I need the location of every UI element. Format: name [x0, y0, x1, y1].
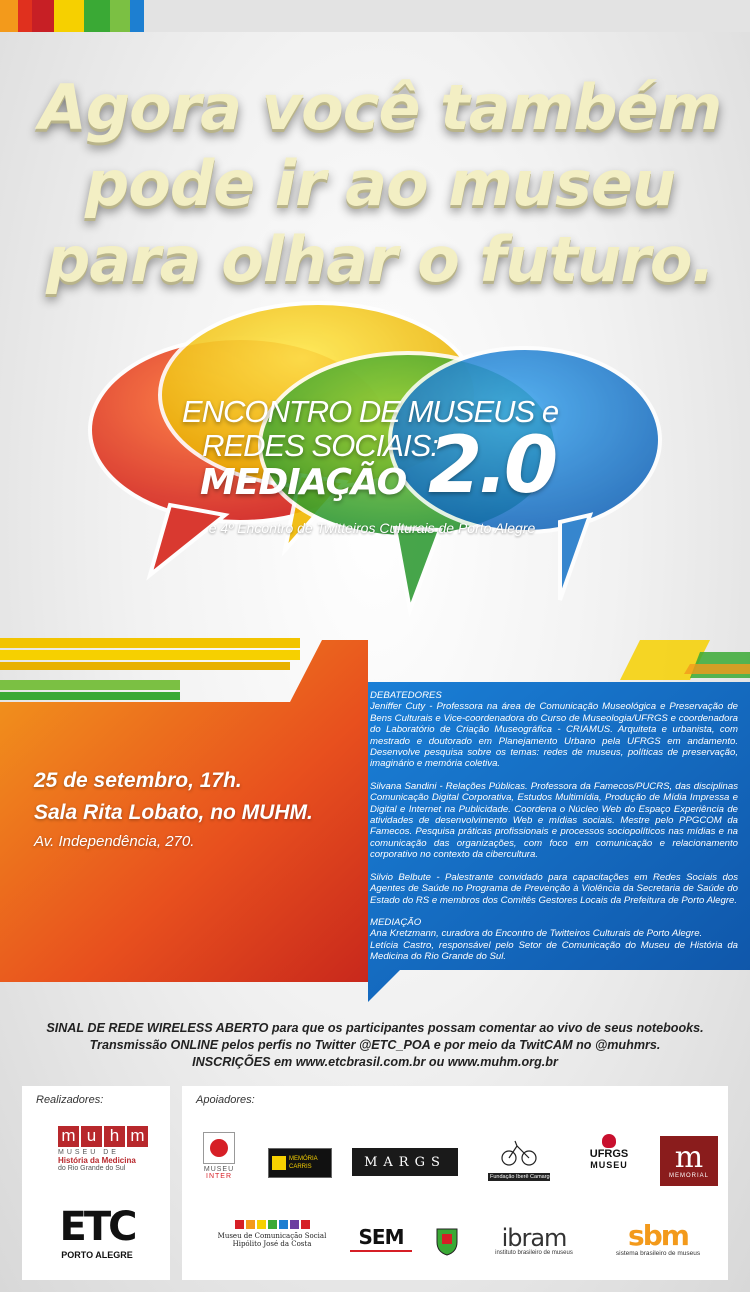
- event-info: [34, 766, 364, 854]
- event-title-number: 2.0: [428, 421, 555, 511]
- event-subtitle: e 4º Encontro de Twitteiros Culturais de Porto Alegre: [208, 520, 536, 536]
- ibram-sub: instituto brasileiro de museus: [495, 1250, 573, 1256]
- museu-inter-text-2: INTER: [206, 1173, 232, 1180]
- debater-3-bio: Silvio Belbute - Palestrante convidado para capacitações em Redes Sociais dos Agentes de Saúde no Programa de Prevenção à Violência da Secretaria de Saúde do Estado do RS e membros dos Comitês Gestores Locais da Prefeitura de Porto Alegre.: [370, 871, 738, 906]
- memorial-text: MEMORIAL: [668, 1173, 709, 1179]
- apoiadores-label: Apoiadores:: [196, 1094, 255, 1106]
- fundacao-ibere-logo: [488, 1138, 553, 1181]
- headline: [30, 70, 730, 298]
- museu-inter-text-1: MUSEU: [203, 1166, 235, 1173]
- memoria-carris-logo: [268, 1148, 332, 1178]
- sem-text: SEM: [358, 1225, 404, 1249]
- headline-line-2: pode ir ao museu: [84, 147, 676, 220]
- etc-sub: PORTO ALEGRE: [61, 1250, 133, 1260]
- rs-government-logo: [430, 1224, 464, 1258]
- mediacao-label: MEDIAÇÃO: [370, 916, 422, 928]
- hipolito-text-2: Hipólito José da Costa: [232, 1240, 312, 1248]
- coat-of-arms-icon: [434, 1226, 460, 1256]
- realizadores-box: [22, 1086, 170, 1280]
- note-registration: INSCRIÇÕES em www.etcbrasil.com.br ou www.muhm.org.br: [192, 1055, 558, 1069]
- muhm-sub-3: do Rio Grande do Sul: [58, 1165, 126, 1172]
- headline-line-3: para olhar o futuro.: [46, 223, 714, 296]
- top-color-strip: [0, 0, 750, 32]
- debate-panel: [370, 690, 738, 963]
- sbm-logo: [604, 1219, 712, 1257]
- muhm-logo: m u h m MUSEU DE História da Medicina do Rio Grande do Sul: [58, 1126, 148, 1172]
- ufrgs-text: UFRGS: [589, 1148, 629, 1160]
- debater-1-bio: Jeniffer Cuty - Professora na área de Comunicação Museológica e Preservação de Bens Culturais e Vice-coordenadora do Curso de Museologia/UFRGS e coordenadora do Laboratório de Criação Museográfica - CRIAMUS. Arquiteta e urbanista, com mestrado e doutorado em Planejamento Urbano pela UFRGS em andamento. Desenvolve pesquisa sobre os temas: redes de museus, políticas de preservação, imaginário e memória coletiva.: [370, 701, 738, 770]
- memorial-logo: m MEMORIAL: [660, 1136, 718, 1186]
- event-room: Sala Rita Lobato, no MUHM.: [34, 801, 313, 824]
- memoria-carris-text-1: MEMÓRIA: [289, 1156, 318, 1162]
- event-notes: [20, 1020, 730, 1071]
- ufrgs-flame-icon: [602, 1134, 616, 1148]
- museu-inter-logo: [200, 1132, 238, 1180]
- realizadores-label: Realizadores:: [36, 1094, 104, 1106]
- hipolito-text-1: Museu de Comunicação Social: [217, 1232, 327, 1240]
- margs-logo: [352, 1148, 458, 1176]
- event-title-mediacao: MEDIAÇÃO: [200, 462, 407, 503]
- memoria-carris-text-2: CARRIS: [289, 1164, 312, 1170]
- sbm-sub: sistema brasileiro de museus: [615, 1250, 701, 1257]
- ibram-logo: [488, 1226, 580, 1256]
- mediator-1: Ana Kretzmann, curadora do Encontro de Twitteiros Culturais de Porto Alegre.: [370, 928, 703, 940]
- museu-inter-icon: [203, 1132, 235, 1164]
- etc-logo: [52, 1204, 142, 1260]
- debatedores-label: DEBATEDORES: [370, 690, 442, 701]
- hipolito-logo: [212, 1220, 332, 1248]
- fundacao-text: Fundação Iberê Camargo: [490, 1174, 553, 1180]
- event-date: 25 de setembro, 17h.: [34, 769, 242, 792]
- event-title: [150, 394, 590, 511]
- mediator-2: Letícia Castro, responsável pelo Setor de Comunicação do Museu de História da Medicina do Rio Grande do Sul.: [370, 939, 738, 963]
- sem-logo: [350, 1226, 412, 1252]
- muhm-sub-1: MUSEU DE: [58, 1149, 119, 1156]
- ufrgs-museu-logo: [580, 1134, 638, 1171]
- etc-mark: ETC: [59, 1204, 135, 1250]
- margs-text: MARGS: [364, 1154, 446, 1170]
- debater-2-bio: Silvana Sandini - Relações Públicas. Professora da Famecos/PUCRS, das disciplinas Comunicação Digital Corporativa, Estudos Multimídia, Produção de Mídia Impressa e Digital e Internet na Publicidade. Coordena o Núcleo Web do Espaço Experiência de atividades de desenvolvimento Web e mídias sociais. Mestre pelo PPGCOM da Famecos. Pesquisa práticas profissionais e processos sociopolíticos nas mídias e na comunicação das organizações, com foco em comunicação e relacionamento corporativo no contexto da cibercultura.: [370, 780, 738, 861]
- ufrgs-museu-text: MUSEU: [590, 1160, 628, 1170]
- apoiadores-box: [182, 1086, 728, 1280]
- note-transmission: Transmissão ONLINE pelos perfis no Twitter @ETC_POA e por meio da TwitCAM no @muhmrs.: [89, 1038, 661, 1052]
- event-title-line-1: ENCONTRO DE MUSEUS e: [181, 394, 559, 429]
- headline-line-1: Agora você também: [38, 71, 722, 144]
- note-wireless: SINAL DE REDE WIRELESS ABERTO para que os participantes possam comentar ao vivo de seus notebooks.: [46, 1021, 704, 1035]
- event-address: Av. Independência, 270.: [34, 833, 195, 850]
- bicycle-icon: [499, 1138, 539, 1168]
- event-title-line-2: REDES SOCIAIS:: [202, 428, 438, 463]
- sbm-text: sbm: [628, 1219, 688, 1252]
- muhm-sub-2: História da Medicina: [58, 1156, 136, 1165]
- ibram-text: ibram: [501, 1224, 567, 1252]
